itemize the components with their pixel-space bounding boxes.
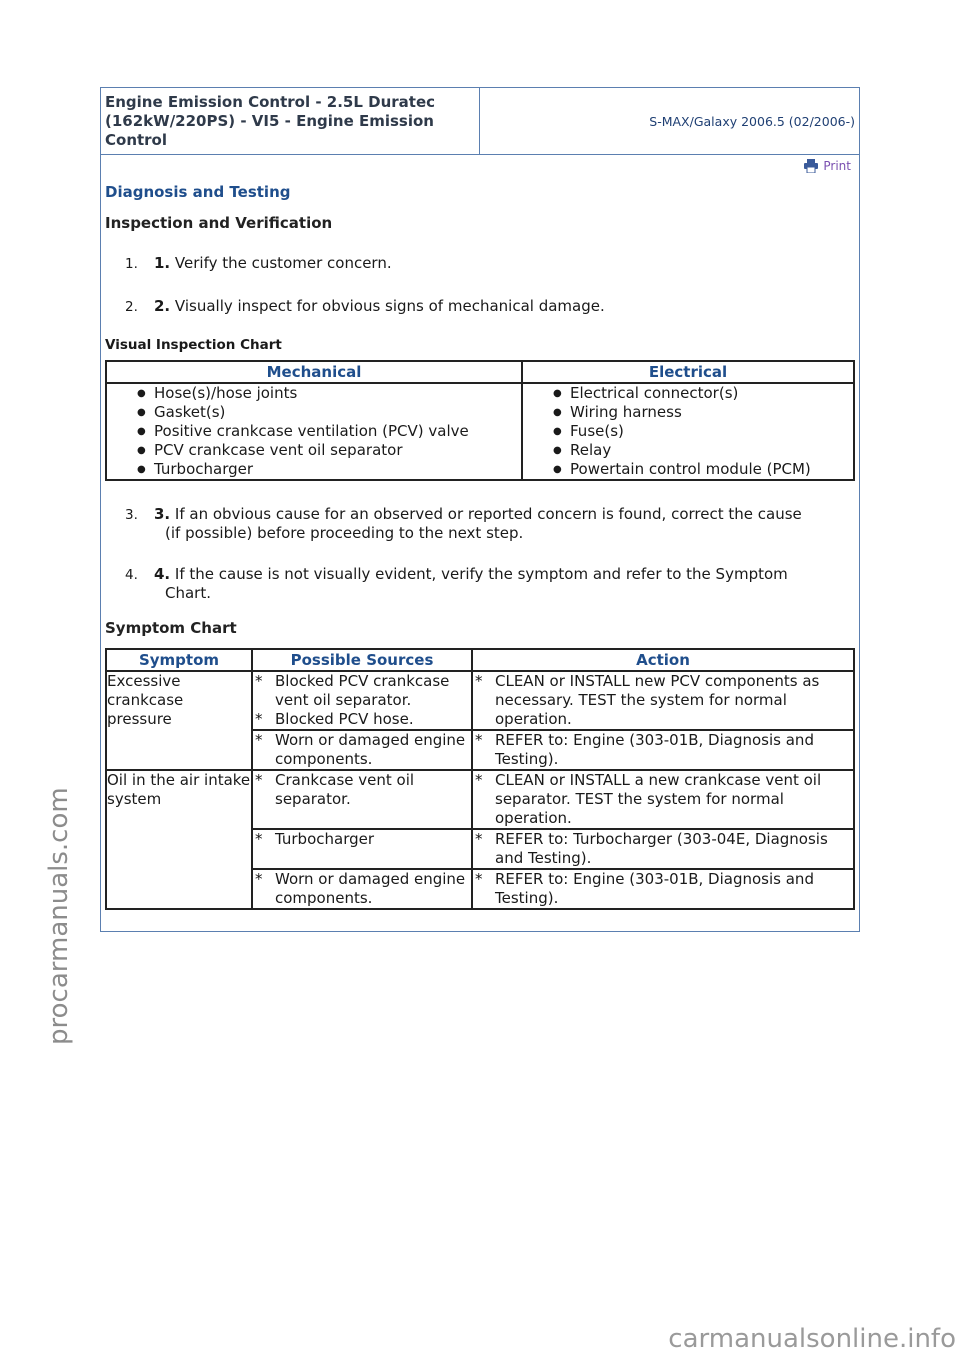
step-item: [105, 505, 855, 543]
symptom-cell: Oil in the air intake system: [106, 770, 252, 909]
list-item: ● Relay: [523, 441, 853, 460]
action-text: CLEAN or INSTALL a new crankcase vent oil separator. TEST the system for normal operation.: [495, 771, 822, 827]
list-item: ● Wiring harness: [523, 403, 853, 422]
list-item: ● Hose(s)/hose joints: [107, 384, 521, 403]
source-text: Blocked PCV crankcase vent oil separator.: [275, 672, 450, 709]
list-item: ● Fuse(s): [523, 422, 853, 441]
source-cell: [252, 671, 472, 730]
list-item: ● Turbocharger: [107, 460, 521, 479]
step-item: [105, 254, 855, 274]
source-text: Crankcase vent oil separator.: [275, 771, 415, 808]
document-header: [101, 88, 859, 155]
action-cell: [472, 869, 854, 909]
table-header-row: [106, 649, 854, 671]
action-entry: [473, 830, 853, 868]
step-item: [105, 297, 855, 317]
electrical-list: [523, 384, 853, 479]
subsection-title: Inspection and Verification: [105, 214, 333, 232]
print-link[interactable]: [101, 155, 859, 177]
source-text: Worn or damaged engine components.: [275, 731, 466, 768]
step-text: [154, 565, 855, 603]
step-number: 2.: [125, 299, 138, 315]
star-marker: *: [475, 731, 483, 749]
star-marker: *: [255, 830, 263, 848]
source-cell: [252, 730, 472, 770]
step-number: 3.: [125, 507, 138, 523]
action-entry: [473, 870, 853, 908]
action-cell: [472, 770, 854, 829]
document-frame: [100, 87, 860, 932]
step-bold-number: 1.: [154, 254, 171, 272]
bottom-watermark: carmanualsonline.info: [668, 1324, 956, 1354]
document-title: [101, 88, 480, 154]
star-marker: *: [475, 830, 483, 848]
star-marker: *: [255, 870, 263, 888]
action-text: REFER to: Engine (303-01B, Diagnosis and Testing).: [495, 870, 814, 907]
list-item: ● Gasket(s): [107, 403, 521, 422]
action-cell: [472, 730, 854, 770]
visual-chart-title: Visual Inspection Chart: [105, 337, 282, 353]
source-entry: [253, 672, 471, 710]
step-bold-number: 2.: [154, 297, 171, 315]
list-item: ● PCV crankcase vent oil separator: [107, 441, 521, 460]
action-entry: [473, 731, 853, 769]
action-cell: [472, 829, 854, 869]
step-bold-number: 3.: [154, 505, 171, 523]
title-line: (162kW/220PS) - VI5 - Engine Emission: [105, 112, 434, 130]
star-marker: *: [255, 771, 263, 789]
symptom-cell: Excessive crankcase pressure: [106, 671, 252, 770]
action-entry: [473, 672, 853, 729]
star-marker: *: [255, 731, 263, 749]
symptom-table: [105, 648, 855, 910]
column-header: Action: [472, 649, 854, 671]
step-bold-number: 4.: [154, 565, 171, 583]
table-header-row: [106, 361, 854, 383]
source-cell: [252, 829, 472, 869]
action-text: REFER to: Turbocharger (303-04E, Diagnosis and Testing).: [495, 830, 828, 867]
document-body: [101, 183, 859, 910]
step-sentence: Visually inspect for obvious signs of mechanical damage.: [170, 297, 605, 315]
step-sentence: If an obvious cause for an observed or reported concern is found, correct the cause: [170, 505, 802, 523]
title-line: Engine Emission Control - 2.5L Duratec: [105, 93, 436, 111]
list-item: ● Powertain control module (PCM): [523, 460, 853, 479]
printer-icon: [803, 159, 819, 173]
column-header: Mechanical: [106, 361, 522, 383]
step-item: [105, 565, 855, 603]
table-row: [106, 671, 854, 730]
source-text: Turbocharger: [275, 830, 375, 848]
step-text: [154, 505, 855, 543]
source-entry: [253, 870, 471, 908]
source-cell: [252, 770, 472, 829]
electrical-cell: [522, 383, 854, 480]
model-label: S-MAX/Galaxy 2006.5 (02/2006-): [649, 113, 855, 129]
side-watermark: procarmanuals.com: [44, 787, 74, 1045]
step-sentence: If the cause is not visually evident, verify the symptom and refer to the Symptom: [170, 565, 788, 583]
column-header: Symptom: [106, 649, 252, 671]
table-row: [106, 383, 854, 480]
source-entry: [253, 830, 471, 849]
step-number: 1.: [125, 256, 138, 272]
list-item: ● Positive crankcase ventilation (PCV) valve: [107, 422, 521, 441]
step-continuation: Chart.: [165, 584, 211, 602]
column-header: Possible Sources: [252, 649, 472, 671]
table-row: [106, 770, 854, 829]
step-text: [154, 297, 855, 317]
list-item: ● Electrical connector(s): [523, 384, 853, 403]
step-text: [154, 254, 855, 274]
star-marker: *: [255, 710, 263, 728]
source-cell: [252, 869, 472, 909]
source-entry: [253, 731, 471, 769]
star-marker: *: [475, 771, 483, 789]
source-entry: [253, 710, 471, 729]
title-line: Control: [105, 131, 168, 149]
source-text: Blocked PCV hose.: [275, 710, 414, 728]
symptom-chart-title: Symptom Chart: [105, 619, 237, 637]
mechanical-list: [107, 384, 521, 479]
star-marker: *: [475, 672, 483, 690]
step-number: 4.: [125, 567, 138, 583]
visual-inspection-table: [105, 360, 855, 481]
action-entry: [473, 771, 853, 828]
star-marker: *: [255, 672, 263, 690]
source-entry: [253, 771, 471, 809]
action-text: CLEAN or INSTALL new PCV components as necessary. TEST the system for normal operation.: [495, 672, 820, 728]
action-text: REFER to: Engine (303-01B, Diagnosis and Testing).: [495, 731, 814, 768]
step-continuation: (if possible) before proceeding to the next step.: [165, 524, 524, 542]
column-header: Electrical: [522, 361, 854, 383]
mechanical-cell: [106, 383, 522, 480]
print-label[interactable]: Print: [823, 159, 851, 173]
source-text: Worn or damaged engine components.: [275, 870, 466, 907]
star-marker: *: [475, 870, 483, 888]
action-cell: [472, 671, 854, 730]
step-sentence: Verify the customer concern.: [170, 254, 392, 272]
section-title: Diagnosis and Testing: [105, 183, 291, 201]
